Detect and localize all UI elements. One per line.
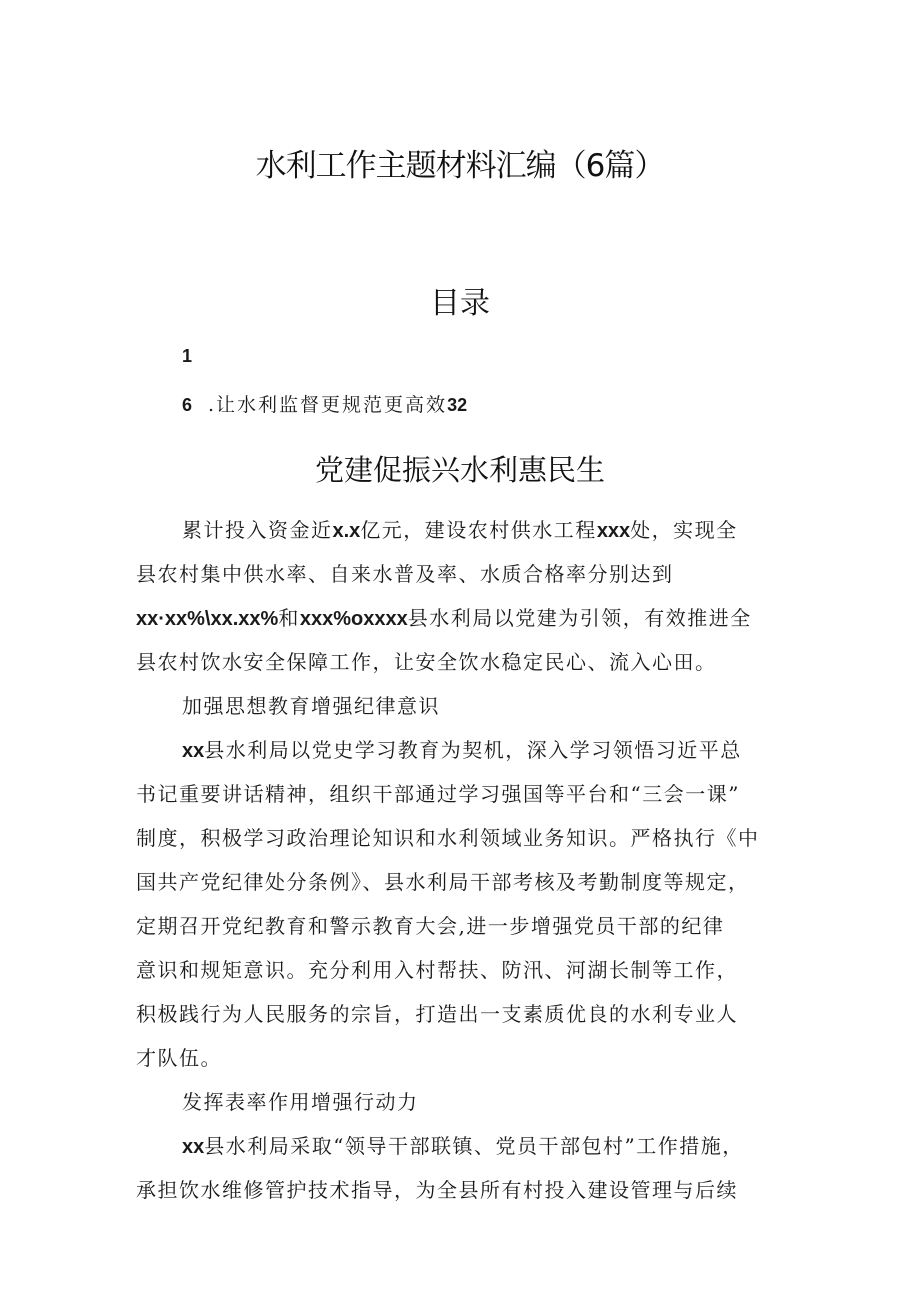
section-title: 党建促振兴水利惠民生 xyxy=(314,453,605,487)
text-run: 和 xyxy=(278,606,300,630)
text-run: xx·xx%\xx.xx% xyxy=(136,608,279,630)
article-body xyxy=(136,508,786,1212)
paragraph-1-line-1 xyxy=(136,508,786,552)
paragraph-2-line-5: 定期召开党纪教育和警示教育大会,进一步增强党员干部的纪律 xyxy=(136,914,725,938)
paragraph-2-line-1 xyxy=(136,728,786,772)
paragraph-2-line-4: 国共产党纪律处分条例》、县水利局干部考核及考勤制度等规定， xyxy=(136,870,750,894)
text-run: xxx xyxy=(596,520,631,542)
paragraph-2-line-8: 才队伍。 xyxy=(136,1046,222,1070)
toc-entry-text: .让水利监督更规范更高效 xyxy=(208,394,448,416)
toc-heading: 目录 xyxy=(430,286,490,321)
document-title: 水利工作主题材料汇编（6篇） xyxy=(255,148,665,184)
text-run: x.x xyxy=(332,520,361,542)
paragraph-1-line-2: 县农村集中供水率、自来水普及率、水质合格率分别达到 xyxy=(136,562,674,586)
paragraph-3-line-1 xyxy=(136,1124,786,1168)
subheading-2: 发挥表率作用增强行动力 xyxy=(182,1090,419,1114)
toc-entry-page: 32 xyxy=(447,395,468,415)
toc-entry-number-1: 1 xyxy=(182,346,193,366)
paragraph-3-line-2: 承担饮水维修管护技术指导，为全县所有村投入建设管理与后续 xyxy=(136,1178,738,1202)
text-run: 处，实现全 xyxy=(630,518,738,542)
paragraph-2-line-7: 积极践行为人民服务的宗旨，打造出一支素质优良的水利专业人 xyxy=(136,1002,738,1026)
text-run: 县水利局以党史学习教育为契机，深入学习领悟习近平总 xyxy=(204,738,742,762)
text-run: 县水利局采取“领导干部联镇、党员干部包村”工作措施， xyxy=(204,1134,744,1158)
text-run: 亿元，建设农村供水工程 xyxy=(360,518,597,542)
text-run: 累计投入资金近 xyxy=(182,518,333,542)
toc-entry-number: 6 xyxy=(182,395,195,415)
paragraph-2-line-6: 意识和规矩意识。充分利用入村帮扶、防汛、河湖长制等工作， xyxy=(136,958,738,982)
text-run: xx xyxy=(182,740,205,762)
text-run: xxx%oxxxx xyxy=(299,608,408,630)
paragraph-2-line-3: 制度，积极学习政治理论知识和水利领域业务知识。严格执行《中 xyxy=(136,826,760,850)
paragraph-2-line-2: 书记重要讲话精神，组织干部通过学习强国等平台和“三会一课” xyxy=(136,782,740,806)
paragraph-1-line-3 xyxy=(136,596,786,640)
text-run: xx xyxy=(182,1136,205,1158)
paragraph-1-line-4: 县农村饮水安全保障工作，让安全饮水稳定民心、流入心田。 xyxy=(136,650,717,674)
subheading-1: 加强思想教育增强纪律意识 xyxy=(182,694,440,718)
text-run: 县水利局以党建为引领，有效推进全 xyxy=(407,606,752,630)
toc-entry[interactable] xyxy=(182,390,467,417)
